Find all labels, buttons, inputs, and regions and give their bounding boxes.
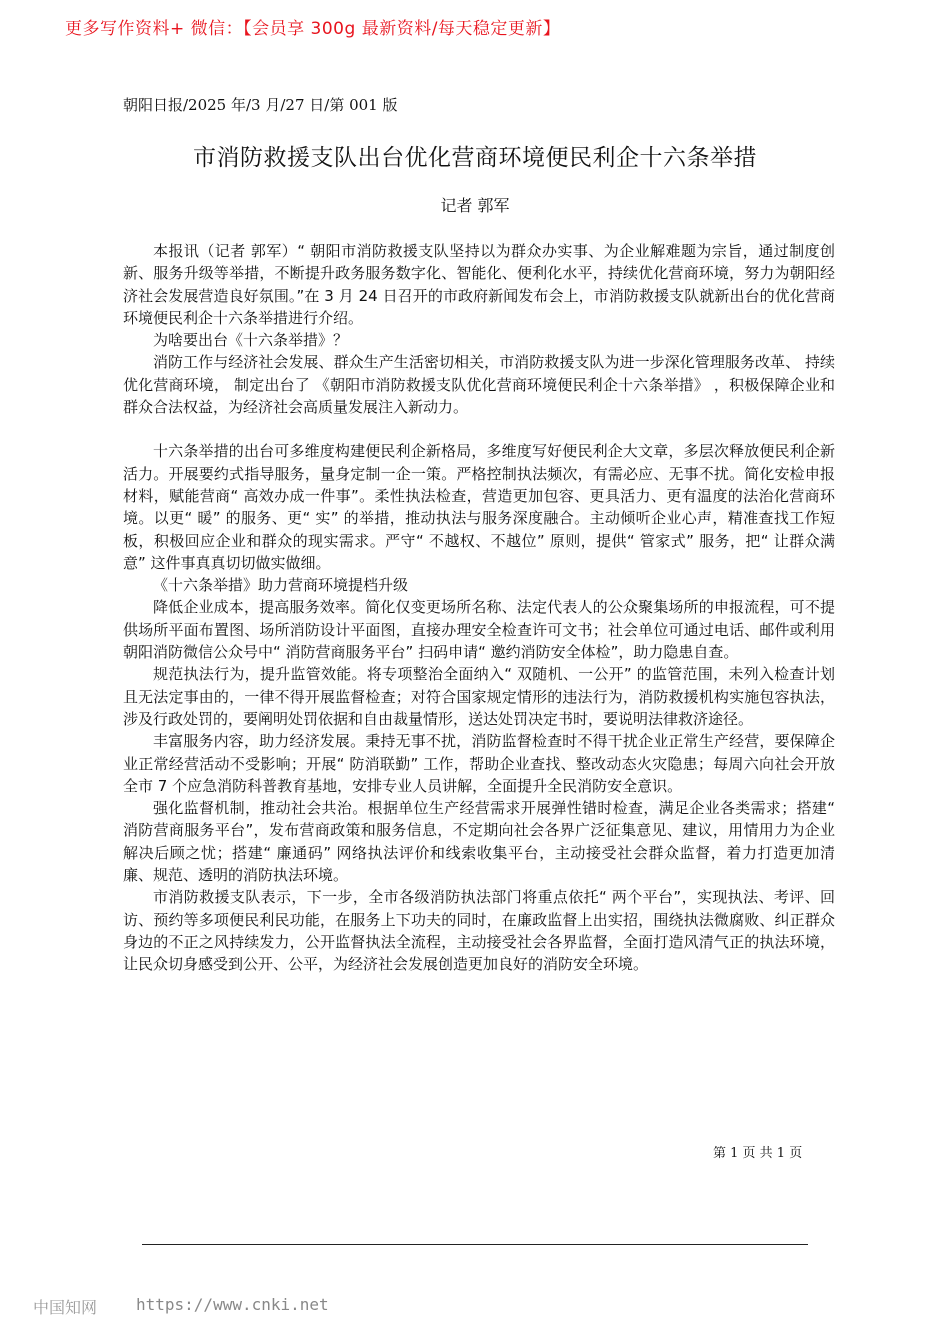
article-title: 市消防救援支队出台优化营商环境便民利企十六条举措 <box>193 145 757 171</box>
footer-divider <box>142 1244 808 1245</box>
paragraph: 丰富服务内容，助力经济发展。秉持无事不扰，消防监督检查时不得干扰企业正常生产经营，要保障企业正常经营活动不受影响；开展“ 防消联勤” 工作，帮助企业查找、整改动态火灾隐患；每周六向社会开放全市 7 个应急消防科普教育基地，安排专业人员讲解，全面提升全民消防安全意识。 <box>123 732 835 795</box>
publication-source: 朝阳日报/2025 年/3 月/27 日/第 001 版 <box>123 96 398 114</box>
article-byline: 记者 郭军 <box>440 196 510 215</box>
paragraph: 市消防救援支队表示，下一步，全市各级消防执法部门将重点依托“ 两个平台”，实现执法、考评、回访、预约等多项便民利民功能，在服务上下功夫的同时，在廉政监督上出实招，围绕执法微腐败、纠正群众身边的不正之风持续发力，公开监督执法全流程，主动接受社会各界监督，全面打造风清气正的执法环境，让民众切身感受到公开、公平，为经济社会发展创造更加良好的消防安全环境。 <box>123 888 835 974</box>
paragraph-gap <box>123 418 835 440</box>
paragraph: 消防工作与经济社会发展、群众生产生活密切相关，市消防救援支队为进一步深化管理服务改革、 持续优化营商环境， 制定出台了 《朝阳市消防救援支队优化营商环境便民利企十六条举措》 ，积极保障企业和群众合法权益，为经济社会高质量发展注入新动力。 <box>123 353 835 417</box>
cnki-url-link[interactable]: https://www.cnki.net <box>136 1295 329 1314</box>
paragraph-lead: 本报讯（记者 郭军）“ 朝阳市消防救援支队坚持以为群众办实事、为企业解难题为宗旨，通过制度创新、服务升级等举措，不断提升政务服务数字化、智能化、便利化水平，持续优化营商环境，努力为朝阳经济社会发展营造良好氛围。”在 3 月 24 日召开的市政府新闻发布会上，市消防救援支队就新出台的优化营商环境便民利企十六条举措进行介绍。 <box>123 242 835 327</box>
paragraph: 规范执法行为，提升监管效能。将专项整治全面纳入“ 双随机、一公开” 的监管范围，未列入检查计划且无法定事由的，一律不得开展监督检查；对符合国家规定情形的违法行为，消防救援机构实施包容执法，涉及行政处罚的，要阐明处罚依据和自由裁量情形，送达处罚决定书时，要说明法律救济途径。 <box>123 665 835 728</box>
promo-banner: 更多写作资料+ 微信：【会员享 300g 最新资料/每天稳定更新】 <box>65 19 561 39</box>
cnki-logo-text: 中国知网 <box>33 1298 98 1317</box>
subheading-why: 为啥要出台《十六条举措》？ <box>153 331 349 350</box>
paragraph: 强化监督机制，推动社会共治。根据单位生产经营需求开展弹性错时检查，满足企业各类需求；搭建“ 消防营商服务平台”，发布营商政策和服务信息，不定期向社会各界广泛征集意见、建议，用情用力为企业解决后顾之忧；搭建“ 廉通码” 网络执法评价和线索收集平台，主动接受社会群众监督，着力打造更加清廉、规范、透明的消防执法环境。 <box>123 799 835 885</box>
paragraph: 十六条举措的出台可多维度构建便民利企新格局，多维度写好便民利企大文章，多层次释放便民利企新活力。开展要约式指导服务，量身定制一企一策。严格控制执法频次，有需必应、无事不扰。简化安检申报材料，赋能营商“ 高效办成一件事”。柔性执法检查，营造更加包容、更具活力、更有温度的法治化营商环境。以更“ 暖” 的服务、更“ 实” 的举措，推动执法与服务深度融合。主动倾听企业心声，精准查找工作短板，积极回应企业和群众的现实需求。严守“ 不越权、不越位” 原则，提供“ 管家式” 服务，把“ 让群众满意” 这件事真真切切做实做细。 <box>123 442 835 572</box>
subheading-upgrade: 《十六条举措》助力营商环境提档升级 <box>153 576 409 595</box>
paragraph: 降低企业成本，提高服务效率。简化仅变更场所名称、法定代表人的公众聚集场所的申报流程，可不提供场所平面布置图、场所消防设计平面图，直接办理安全检查许可文书；社会单位可通过电话、邮件或利用朝阳消防微信公众号中“ 消防营商服务平台” 扫码申请“ 邀约消防安全体检”，助力隐患自查。 <box>123 598 835 662</box>
page-indicator: 第 1 页 共 1 页 <box>713 1146 803 1161</box>
article-body <box>123 240 835 976</box>
